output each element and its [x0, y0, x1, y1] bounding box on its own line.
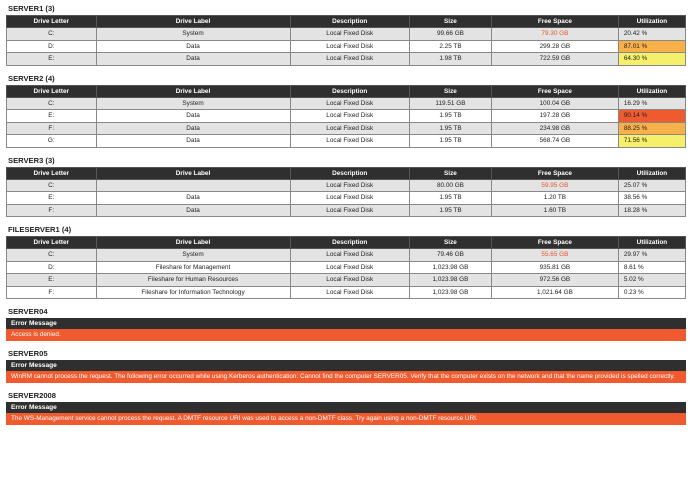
- size-cell: 119.51 GB: [409, 97, 491, 110]
- error-header: Error Message: [6, 360, 686, 371]
- free-space-cell: 972.56 GB: [491, 274, 618, 287]
- size-cell: 99.66 GB: [409, 28, 491, 41]
- drive-label-cell: Data: [96, 40, 290, 53]
- column-header: Description: [290, 167, 409, 179]
- description-cell: Local Fixed Disk: [290, 122, 409, 135]
- server-title: SERVER04: [8, 307, 48, 316]
- section-gap: [4, 341, 686, 345]
- column-header: Drive Label: [96, 167, 290, 179]
- free-space-cell: 1.20 TB: [491, 192, 618, 205]
- table-row: [7, 97, 686, 110]
- utilization-cell: 0.23 %: [618, 286, 685, 299]
- table-row: [7, 192, 686, 205]
- column-header: Utilization: [618, 237, 685, 249]
- server-title: SERVER3 (3): [8, 155, 55, 165]
- description-cell: Local Fixed Disk: [290, 110, 409, 123]
- description-cell: Local Fixed Disk: [290, 274, 409, 287]
- utilization-cell: 16.29 %: [618, 97, 685, 110]
- drive-table: [6, 85, 686, 148]
- drive-letter-cell: D:: [7, 261, 97, 274]
- drive-letter-cell: C:: [7, 97, 97, 110]
- drive-label-cell: System: [96, 28, 290, 41]
- size-cell: 79.46 GB: [409, 249, 491, 262]
- free-space-cell: 234.98 GB: [491, 122, 618, 135]
- section-gap: [4, 217, 686, 221]
- column-header: Description: [290, 85, 409, 97]
- drive-label-cell: Data: [96, 135, 290, 148]
- server-title: SERVER2 (4): [8, 73, 55, 83]
- description-cell: Local Fixed Disk: [290, 40, 409, 53]
- drive-label-cell: Data: [96, 110, 290, 123]
- table-row: [7, 110, 686, 123]
- size-cell: 2.25 TB: [409, 40, 491, 53]
- drive-label-cell: Data: [96, 122, 290, 135]
- utilization-cell: 71.56 %: [618, 135, 685, 148]
- size-cell: 1.95 TB: [409, 192, 491, 205]
- drive-label-cell: System: [96, 249, 290, 262]
- table-row: [7, 261, 686, 274]
- column-header: Drive Label: [96, 16, 290, 28]
- column-header: Drive Label: [96, 85, 290, 97]
- table-header-row: [7, 237, 686, 249]
- free-space-cell: 100.04 GB: [491, 97, 618, 110]
- size-cell: 80.00 GB: [409, 179, 491, 192]
- column-header: Size: [409, 167, 491, 179]
- section-gap: [4, 299, 686, 303]
- drive-table: [6, 15, 686, 66]
- free-space-cell: 79.30 GB: [491, 28, 618, 41]
- drive-label-cell: Data: [96, 53, 290, 66]
- column-header: Drive Letter: [7, 85, 97, 97]
- drive-letter-cell: C:: [7, 179, 97, 192]
- table-row: [7, 122, 686, 135]
- error-message: WinRM cannot process the request. The following error occurred while using Kerberos authentication: Cannot find the computer SERVER05. Verify that the computer exists on the network and that the name provided is spelled correctly.: [6, 371, 686, 383]
- column-header: Free Space: [491, 167, 618, 179]
- free-space-cell: 1,021.64 GB: [491, 286, 618, 299]
- description-cell: Local Fixed Disk: [290, 97, 409, 110]
- error-message: Access is denied.: [6, 329, 686, 341]
- drive-letter-cell: E:: [7, 53, 97, 66]
- drive-label-cell: Data: [96, 204, 290, 217]
- free-space-cell: 722.59 GB: [491, 53, 618, 66]
- utilization-cell: 25.07 %: [618, 179, 685, 192]
- drive-table: [6, 236, 686, 299]
- drive-label-cell: Fileshare for Human Resources: [96, 274, 290, 287]
- description-cell: Local Fixed Disk: [290, 204, 409, 217]
- size-cell: 1.95 TB: [409, 135, 491, 148]
- error-header: Error Message: [6, 402, 686, 413]
- drive-label-cell: Fileshare for Management: [96, 261, 290, 274]
- column-header: Utilization: [618, 167, 685, 179]
- column-header: Drive Label: [96, 237, 290, 249]
- column-header: Drive Letter: [7, 167, 97, 179]
- table-header-row: [7, 16, 686, 28]
- size-cell: 1.98 TB: [409, 53, 491, 66]
- drive-letter-cell: F:: [7, 204, 97, 217]
- table-row: [7, 179, 686, 192]
- size-cell: 1.95 TB: [409, 110, 491, 123]
- free-space-cell: 1.60 TB: [491, 204, 618, 217]
- table-row: [7, 28, 686, 41]
- description-cell: Local Fixed Disk: [290, 179, 409, 192]
- table-row: [7, 274, 686, 287]
- table-row: [7, 135, 686, 148]
- section-gap: [4, 66, 686, 70]
- free-space-cell: 299.28 GB: [491, 40, 618, 53]
- table-row: [7, 53, 686, 66]
- column-header: Drive Letter: [7, 237, 97, 249]
- utilization-cell: 90.14 %: [618, 110, 685, 123]
- drive-label-cell: Data: [96, 192, 290, 205]
- table-row: [7, 249, 686, 262]
- column-header: Description: [290, 16, 409, 28]
- utilization-cell: 29.97 %: [618, 249, 685, 262]
- drive-letter-cell: E:: [7, 192, 97, 205]
- column-header: Size: [409, 237, 491, 249]
- error-message: The WS-Management service cannot process the request. A DMTF resource URI was used to access a non-DMTF class. Try again using a non-DMTF resource URI.: [6, 413, 686, 425]
- column-header: Description: [290, 237, 409, 249]
- size-cell: 1,023.98 GB: [409, 286, 491, 299]
- utilization-cell: 18.28 %: [618, 204, 685, 217]
- free-space-cell: 59.95 GB: [491, 179, 618, 192]
- column-header: Utilization: [618, 16, 685, 28]
- description-cell: Local Fixed Disk: [290, 53, 409, 66]
- description-cell: Local Fixed Disk: [290, 286, 409, 299]
- size-cell: 1,023.98 GB: [409, 274, 491, 287]
- column-header: Utilization: [618, 85, 685, 97]
- server-title: FILESERVER1 (4): [8, 225, 72, 234]
- drive-letter-cell: C:: [7, 28, 97, 41]
- column-header: Free Space: [491, 16, 618, 28]
- description-cell: Local Fixed Disk: [290, 249, 409, 262]
- drive-letter-cell: E:: [7, 110, 97, 123]
- section-gap: [4, 425, 686, 429]
- drive-label-cell: Fileshare for Information Technology: [96, 286, 290, 299]
- size-cell: 1.95 TB: [409, 204, 491, 217]
- utilization-cell: 87.01 %: [618, 40, 685, 53]
- disk-report: [4, 4, 686, 429]
- drive-letter-cell: F:: [7, 122, 97, 135]
- column-header: Size: [409, 85, 491, 97]
- error-header: Error Message: [6, 318, 686, 329]
- utilization-cell: 38.56 %: [618, 192, 685, 205]
- size-cell: 1,023.98 GB: [409, 261, 491, 274]
- drive-letter-cell: E:: [7, 274, 97, 287]
- drive-letter-cell: G:: [7, 135, 97, 148]
- utilization-cell: 20.42 %: [618, 28, 685, 41]
- free-space-cell: 197.28 GB: [491, 110, 618, 123]
- utilization-cell: 5.02 %: [618, 274, 685, 287]
- utilization-cell: 8.61 %: [618, 261, 685, 274]
- free-space-cell: 568.74 GB: [491, 135, 618, 148]
- table-row: [7, 204, 686, 217]
- size-cell: 1.95 TB: [409, 122, 491, 135]
- column-header: Drive Letter: [7, 16, 97, 28]
- section-gap: [4, 148, 686, 152]
- section-gap: [4, 383, 686, 387]
- table-row: [7, 40, 686, 53]
- drive-letter-cell: F:: [7, 286, 97, 299]
- table-header-row: [7, 85, 686, 97]
- description-cell: Local Fixed Disk: [290, 261, 409, 274]
- server-title: SERVER2008: [8, 391, 56, 400]
- description-cell: Local Fixed Disk: [290, 28, 409, 41]
- column-header: Free Space: [491, 85, 618, 97]
- description-cell: Local Fixed Disk: [290, 192, 409, 205]
- drive-label-cell: [96, 179, 290, 192]
- server-title: SERVER1 (3): [8, 4, 55, 13]
- free-space-cell: 55.65 GB: [491, 249, 618, 262]
- utilization-cell: 64.30 %: [618, 53, 685, 66]
- description-cell: Local Fixed Disk: [290, 135, 409, 148]
- column-header: Free Space: [491, 237, 618, 249]
- table-header-row: [7, 167, 686, 179]
- drive-letter-cell: C:: [7, 249, 97, 262]
- free-space-cell: 935.81 GB: [491, 261, 618, 274]
- table-row: [7, 286, 686, 299]
- utilization-cell: 88.25 %: [618, 122, 685, 135]
- drive-letter-cell: D:: [7, 40, 97, 53]
- drive-label-cell: System: [96, 97, 290, 110]
- column-header: Size: [409, 16, 491, 28]
- drive-table: [6, 167, 686, 218]
- server-title: SERVER05: [8, 349, 48, 358]
